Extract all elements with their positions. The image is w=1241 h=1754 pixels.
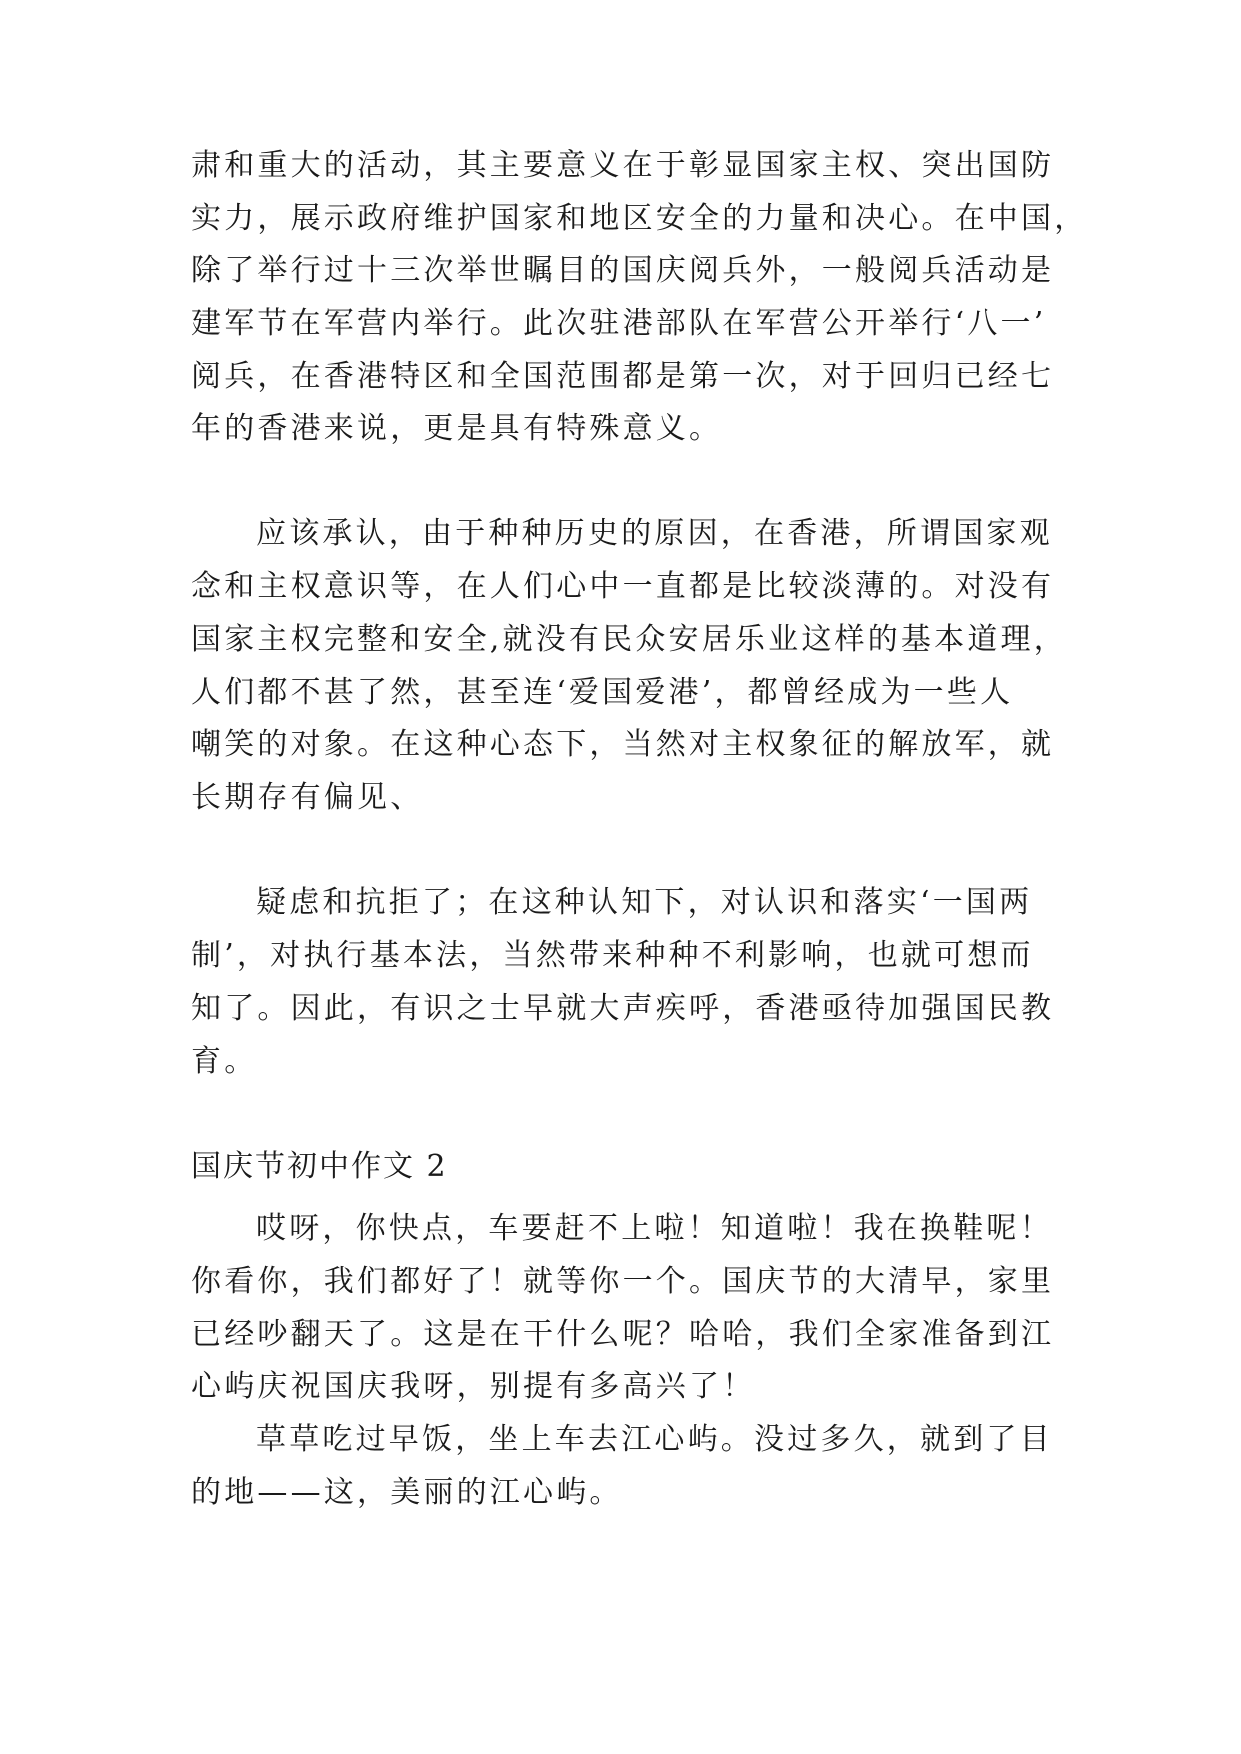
section-heading: 国庆节初中作文 2 bbox=[191, 1149, 448, 1184]
text-line: 年的香港来说，更是具有特殊意义。 bbox=[191, 411, 723, 446]
text-line: 哎呀，你快点，车要赶不上啦！知道啦！我在换鞋呢！ bbox=[256, 1211, 1053, 1246]
text-line: 长期存有偏见、 bbox=[191, 780, 424, 815]
text-line: 念和主权意识等，在人们心中一直都是比较淡薄的。对没有 bbox=[191, 569, 1055, 604]
text-line: 知了。因此，有识之士早就大声疾呼，香港亟待加强国民教 bbox=[191, 991, 1055, 1026]
text-line: 已经吵翻天了。这是在干什么呢？哈哈，我们全家准备到江 bbox=[191, 1317, 1055, 1352]
text-line: 建军节在军营内举行。此次驻港部队在军营公开举行‘八一’ bbox=[191, 306, 1047, 341]
text-line: 疑虑和抗拒了；在这种认知下，对认识和落实‘一国两 bbox=[256, 885, 1033, 920]
text-line: 你看你，我们都好了！就等你一个。国庆节的大清早，家里 bbox=[191, 1264, 1055, 1299]
text-line: 嘲笑的对象。在这种心态下，当然对主权象征的解放军，就 bbox=[191, 727, 1055, 762]
text-line: 国家主权完整和安全,就没有民众安居乐业这样的基本道理， bbox=[191, 622, 1067, 657]
text-line: 肃和重大的活动，其主要意义在于彰显国家主权、突出国防 bbox=[191, 148, 1055, 183]
text-line: 阅兵，在香港特区和全国范围都是第一次，对于回归已经七 bbox=[191, 359, 1055, 394]
text-line: 的地——这，美丽的江心屿。 bbox=[191, 1475, 623, 1510]
text-line: 草草吃过早饭，坐上车去江心屿。没过多久，就到了目 bbox=[256, 1422, 1053, 1457]
text-line: 除了举行过十三次举世瞩目的国庆阅兵外，一般阅兵活动是 bbox=[191, 253, 1055, 288]
text-line: 心屿庆祝国庆我呀，别提有多高兴了！ bbox=[191, 1369, 756, 1404]
text-line: 应该承认，由于种种历史的原因，在香港，所谓国家观 bbox=[256, 516, 1053, 551]
text-line: 育。 bbox=[191, 1044, 258, 1079]
text-line: 制’，对执行基本法，当然带来种种不利影响，也就可想而 bbox=[191, 938, 1034, 973]
text-line: 实力，展示政府维护国家和地区安全的力量和决心。在中国， bbox=[191, 201, 1088, 236]
text-line: 人们都不甚了然，甚至连‘爱国爱港’，都曾经成为一些人 bbox=[191, 675, 1014, 710]
